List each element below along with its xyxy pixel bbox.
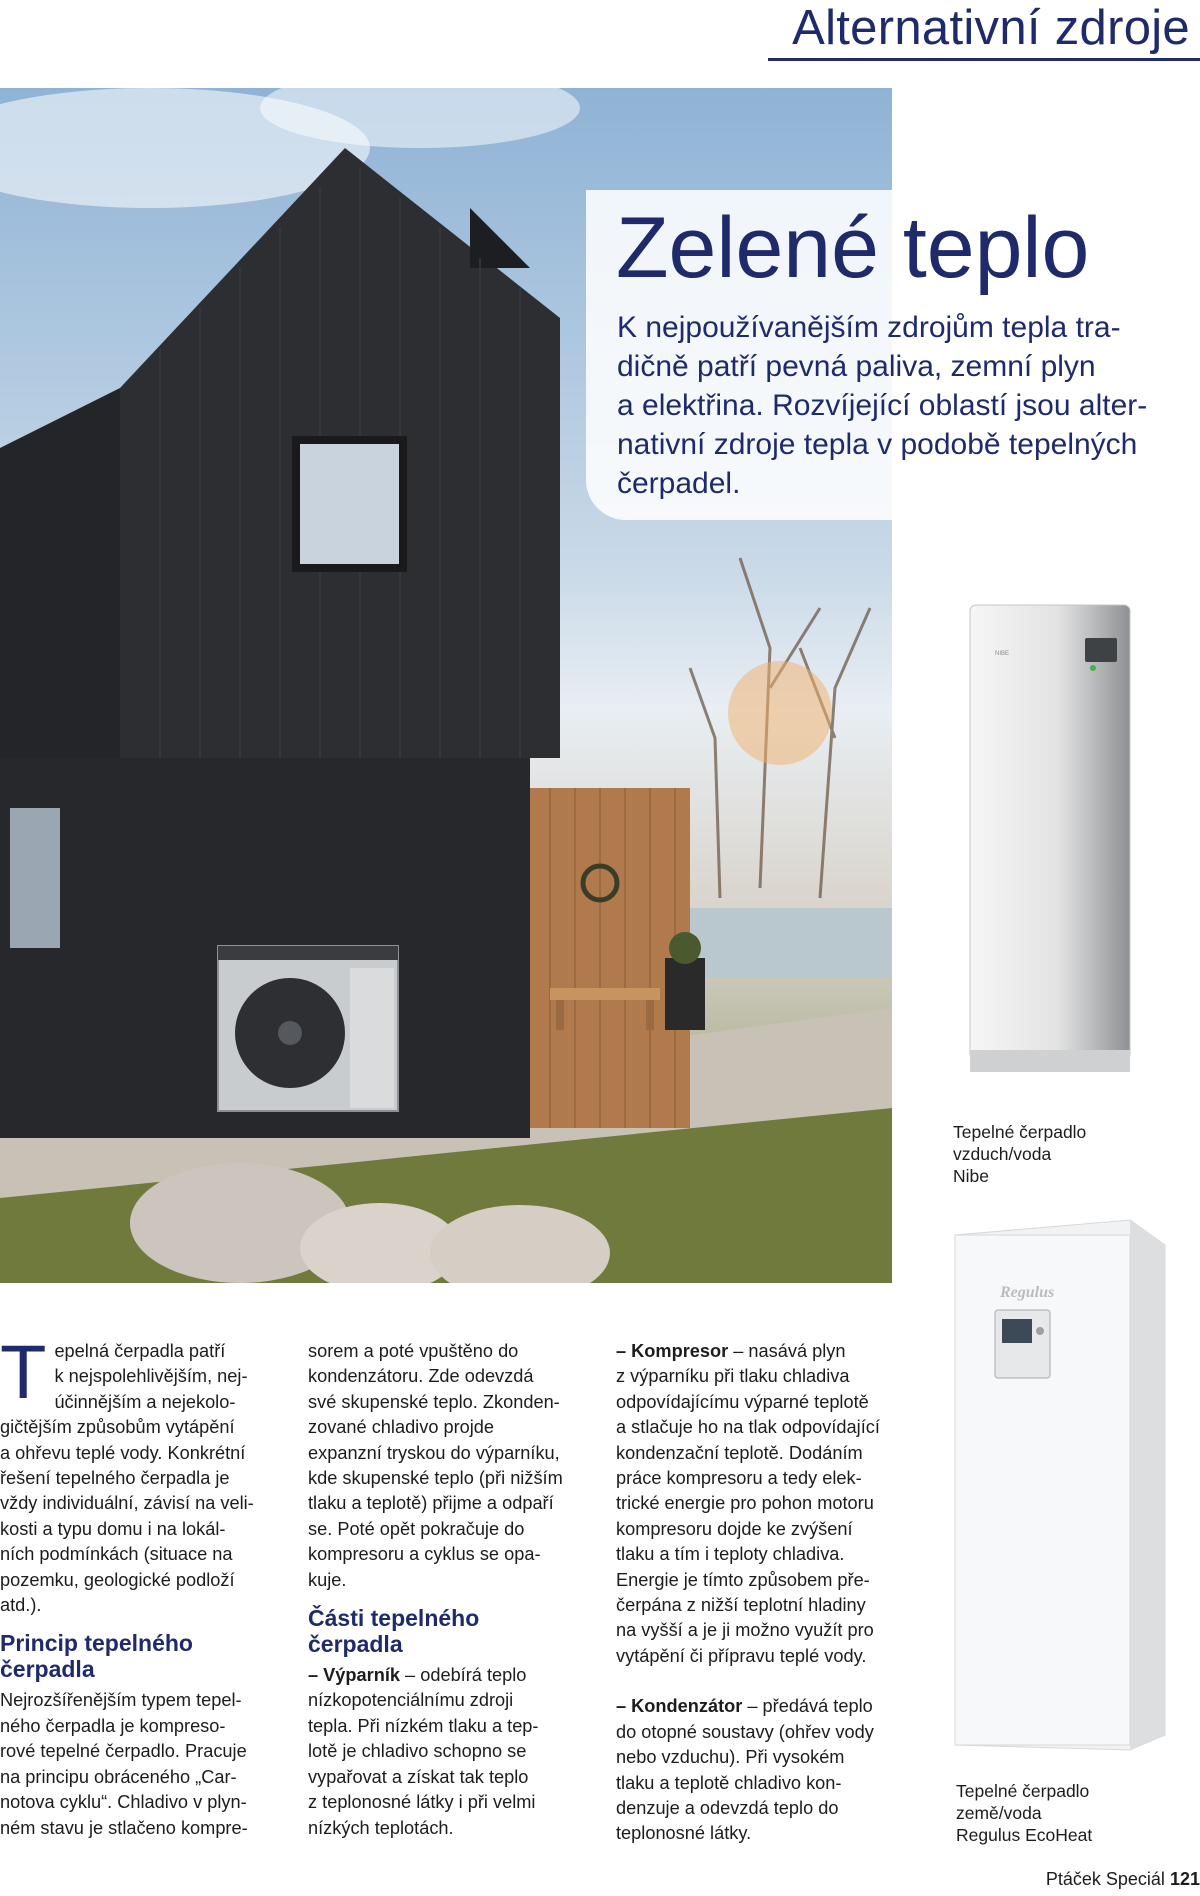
text-column-2 — [308, 1339, 592, 1841]
lead-line: čerpadel. — [617, 467, 741, 500]
caption-line: Tepelné čerpadlo — [956, 1781, 1090, 1801]
text-line: kuje. — [308, 1569, 347, 1590]
text-line: zované chladivo projde — [308, 1417, 495, 1438]
header-rule — [768, 58, 1200, 61]
text-line: práce kompresoru a tedy elek- — [616, 1468, 862, 1489]
text-line: tlaku a teplotě chladivo kon- — [616, 1772, 842, 1793]
text-line: vypařovat a získat tak teplo — [308, 1766, 529, 1787]
paragraph-cycle — [308, 1339, 592, 1593]
text-line: gičtějším způsobům vytápění — [0, 1417, 235, 1438]
article-lead — [617, 308, 1192, 503]
text-line: nízkých teplotách. — [308, 1817, 454, 1838]
page-footer — [1046, 1869, 1200, 1890]
text-line: – nasává plyn — [728, 1341, 846, 1361]
caption-line: vzduch/voda — [953, 1144, 1052, 1164]
heading-line: Princip tepelného — [0, 1630, 193, 1657]
caption-regulus — [956, 1780, 1092, 1846]
product-image-nibe — [965, 600, 1140, 1080]
text-line: a stlačuje ho na tlak odpovídající — [616, 1417, 880, 1438]
text-line: sorem a poté vpuštěno do — [308, 1341, 519, 1361]
term-vyparnik: – Výparník — [308, 1665, 400, 1686]
text-line: lotě je chladivo schopno se — [308, 1741, 527, 1762]
text-line: Nejrozšířenějším typem tepel- — [0, 1690, 242, 1711]
text-line: čerpána z nižší teplotní hladiny — [616, 1595, 866, 1616]
nibe-logo: NIBE — [995, 651, 1010, 657]
text-line: kde skupenské teplo (při nižším — [308, 1468, 563, 1489]
text-column-1 — [0, 1330, 278, 1841]
text-line: expanzní tryskou do výparníku, — [308, 1442, 560, 1463]
text-line: ného čerpadla je kompreso- — [0, 1715, 226, 1736]
text-line: kondenzátoru. Zde odevzdá — [308, 1366, 534, 1387]
paragraph-princip — [0, 1688, 278, 1840]
publication-name: Ptáček Speciál — [1045, 1869, 1165, 1889]
text-line: tlaku a teplotě) přijme a odpaří — [308, 1493, 554, 1514]
article-title: Zelené teplo — [616, 200, 1090, 296]
caption-nibe — [953, 1121, 1086, 1187]
caption-line: země/voda — [956, 1803, 1042, 1823]
text-line: řešení tepelného čerpadla je — [0, 1468, 230, 1489]
caption-line: Nibe — [953, 1166, 989, 1186]
text-line: na vyšší a je ji možno využít pro — [616, 1620, 874, 1641]
text-line: – odebírá teplo — [400, 1665, 527, 1686]
text-line: ních podmínkách (situace na — [0, 1544, 233, 1565]
paragraph-vyparnik — [308, 1663, 592, 1841]
text-column-3 — [616, 1339, 906, 1847]
heading-line: Části tepelného — [308, 1605, 480, 1632]
text-line: k nejspolehlivějším, nej- — [54, 1366, 248, 1387]
text-line: nebo vzduchu). Při vysokém — [616, 1747, 845, 1768]
heading-princip — [0, 1630, 278, 1682]
lead-line: a elektřina. Rozvíjející oblastí jsou alter- — [617, 389, 1148, 422]
text-line: notova cyklu“. Chladivo v plyn- — [0, 1792, 247, 1813]
text-line: nízkopotenciálnímu zdroji — [308, 1690, 514, 1711]
text-line: účinnějším a nejekolo- — [54, 1391, 236, 1412]
text-line: z výparníku při tlaku chladiva — [616, 1366, 850, 1387]
lead-line: K nejpoužívanějším zdrojům tepla tra- — [617, 311, 1121, 344]
page-number: 121 — [1169, 1869, 1200, 1889]
lead-line: dičně patří pevná paliva, zemní plyn — [617, 350, 1096, 383]
heading-line: čerpadla — [0, 1656, 95, 1683]
text-line: kondenzační teplotě. Dodáním — [616, 1442, 863, 1463]
paragraph-kompresor — [616, 1339, 906, 1669]
text-line: atd.). — [0, 1595, 42, 1616]
text-line: vždy individuální, závisí na veli- — [0, 1493, 254, 1514]
term-kompresor: – Kompresor — [616, 1341, 729, 1361]
text-line: se. Poté opět pokračuje do — [308, 1518, 525, 1539]
text-line: odpovídajícímu výparné teplotě — [616, 1391, 869, 1412]
caption-line: Regulus EcoHeat — [956, 1825, 1093, 1845]
paragraph-kondenzator — [616, 1694, 906, 1846]
text-line: na principu obráceného „Car- — [0, 1766, 237, 1787]
text-line: epelná čerpadla patří — [54, 1341, 226, 1361]
text-line: své skupenské teplo. Zkonden- — [308, 1391, 560, 1412]
text-line: kosti a typu domu i na lokál- — [0, 1518, 226, 1539]
paragraph-gap — [616, 1669, 906, 1694]
text-line: – předává teplo — [742, 1696, 873, 1717]
text-line: Energie je tímto způsobem pře- — [616, 1569, 870, 1590]
section-title: Alternativní zdroje — [792, 1, 1190, 55]
text-line: z teplonosné látky i při velmi — [308, 1792, 536, 1813]
dropcap: T — [0, 1330, 47, 1415]
text-line: pozemku, geologické podloží — [0, 1569, 235, 1590]
text-line: tepla. Při nízkém tlaku a tep- — [308, 1715, 539, 1736]
term-kondenzator: – Kondenzátor — [616, 1696, 743, 1717]
text-line: vytápění či přípravu teplé vody. — [616, 1645, 867, 1666]
heading-line: čerpadla — [308, 1631, 403, 1658]
text-line: kompresoru a cyklus se opa- — [308, 1544, 541, 1565]
text-line: tlaku a tím i teploty chladiva. — [616, 1544, 845, 1565]
product-image-regulus — [940, 1215, 1175, 1755]
text-line: a ohřevu teplé vody. Konkrétní — [0, 1442, 246, 1463]
regulus-logo: Regulus — [1000, 1284, 1055, 1301]
text-line: denzuje a odevzdá teplo do — [616, 1797, 839, 1818]
heading-casti — [308, 1605, 592, 1657]
text-line: ném stavu je stlačeno kompre- — [0, 1817, 248, 1838]
caption-line: Tepelné čerpadlo — [953, 1122, 1087, 1142]
text-line: do otopné soustavy (ohřev vody — [616, 1721, 874, 1742]
text-line: teplonosné látky. — [616, 1823, 752, 1844]
lead-line: nativní zdroje tepla v podobě tepelných — [617, 428, 1138, 461]
text-line: trické energie pro pohon motoru — [616, 1493, 874, 1514]
text-line: kompresoru dojde ke zvýšení — [616, 1518, 853, 1539]
text-line: rové tepelné čerpadlo. Pracuje — [0, 1741, 247, 1762]
